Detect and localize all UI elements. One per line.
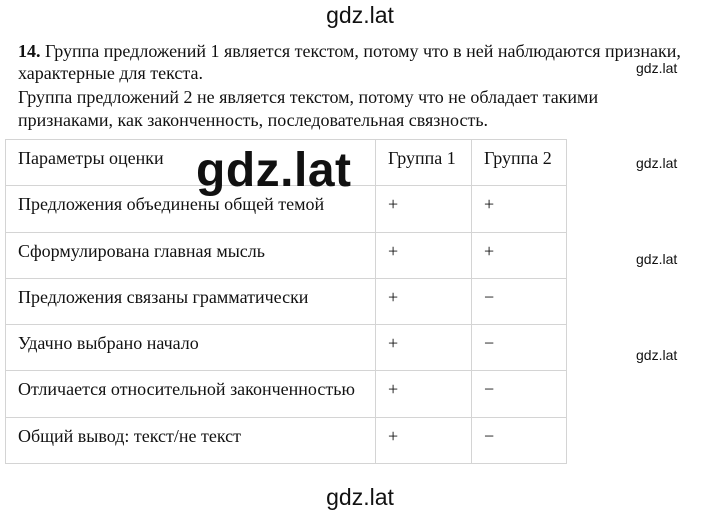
- row-group-2-mark: −: [472, 278, 567, 324]
- header-group-1: Группа 1: [376, 140, 472, 186]
- row-parameter: Предложения связаны грамматически: [6, 278, 376, 324]
- watermark-side-3: gdz.lat: [636, 251, 678, 267]
- row-parameter: Предложения объединены общей темой: [6, 186, 376, 232]
- table-row: [6, 278, 567, 324]
- row-group-1-mark: +: [376, 325, 472, 371]
- header-parameters: Параметры оценки: [6, 140, 376, 186]
- row-group-1-mark: +: [376, 232, 472, 278]
- task-line-4: признаками, как законченность, последовательная связность.: [18, 110, 489, 130]
- row-group-2-mark: −: [472, 325, 567, 371]
- task-line-3: Группа предложений 2 не является текстом, потому что не обладает такими: [18, 87, 599, 107]
- watermark-bottom: gdz.lat: [326, 484, 394, 510]
- row-parameter: Общий вывод: текст/не текст: [6, 417, 376, 463]
- table-row: [6, 417, 567, 463]
- watermark-side-1: gdz.lat: [636, 60, 678, 76]
- row-group-1-mark: +: [376, 278, 472, 324]
- row-group-2-mark: +: [472, 186, 567, 232]
- table-row: [6, 232, 567, 278]
- table-row: [6, 325, 567, 371]
- task-line-1: [18, 40, 681, 62]
- row-group-2-mark: −: [472, 371, 567, 417]
- table-row: [6, 371, 567, 417]
- row-group-2-mark: +: [472, 232, 567, 278]
- header-group-2: Группа 2: [472, 140, 567, 186]
- watermark-side-4: gdz.lat: [636, 347, 678, 363]
- task-number: 14.: [18, 41, 41, 61]
- row-group-1-mark: +: [376, 186, 472, 232]
- task-line-2: характерные для текста.: [18, 63, 203, 83]
- row-group-1-mark: +: [376, 371, 472, 417]
- watermark-top: gdz.lat: [326, 2, 394, 28]
- row-group-2-mark: −: [472, 417, 567, 463]
- watermark-side-2: gdz.lat: [636, 155, 678, 171]
- row-parameter: Сформулирована главная мысль: [6, 232, 376, 278]
- row-parameter: Отличается относительной законченностью: [6, 371, 376, 417]
- row-parameter: Удачно выбрано начало: [6, 325, 376, 371]
- task-text-1: Группа предложений 1 является текстом, потому что в ней наблюдаются признаки,: [45, 41, 681, 61]
- watermark-large: gdz.lat: [196, 144, 352, 197]
- row-group-1-mark: +: [376, 417, 472, 463]
